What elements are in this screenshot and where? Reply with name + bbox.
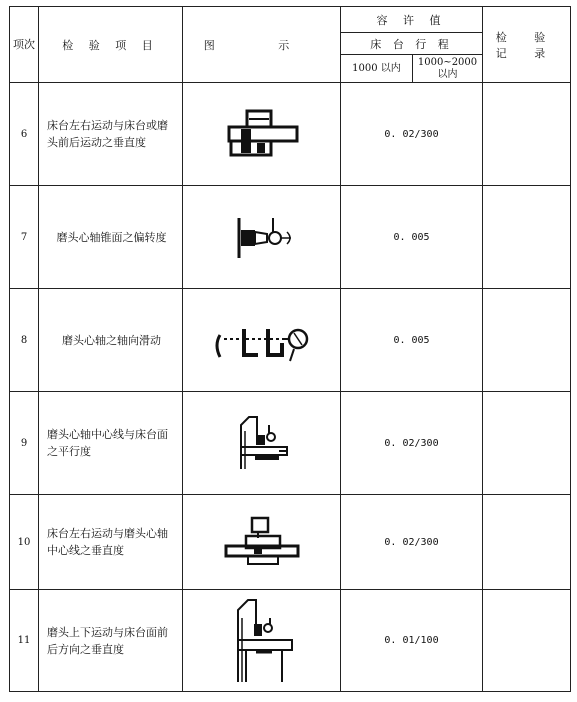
table-perpendicular-gauge-icon [220, 512, 304, 572]
header-range-a: 1000 以内 [341, 55, 413, 83]
row-tolerance: 0. 02/300 [341, 83, 483, 186]
row-record[interactable] [483, 495, 571, 590]
row-tolerance: 0. 005 [341, 289, 483, 392]
table-row [10, 392, 571, 495]
row-no: 6 [10, 83, 39, 186]
row-record[interactable] [483, 83, 571, 186]
row-tolerance: 0. 01/100 [341, 590, 483, 692]
row-diagram [183, 186, 341, 289]
row-record[interactable] [483, 289, 571, 392]
row-no: 7 [10, 186, 39, 289]
header-travel: 床 台 行 程 [341, 33, 483, 55]
row-item: 磨头上下运动与床台面前后方向之垂直度 [39, 590, 183, 692]
row-item: 磨头心轴中心线与床台面之平行度 [39, 392, 183, 495]
table-row [10, 289, 571, 392]
row-tolerance: 0. 02/300 [341, 495, 483, 590]
row-item: 床台左右运动与床台或磨头前后运动之垂直度 [39, 83, 183, 186]
inspection-table [9, 6, 571, 692]
row-no: 10 [10, 495, 39, 590]
header-no: 项次 [10, 7, 39, 83]
row-no: 8 [10, 289, 39, 392]
row-item: 磨头心轴锥面之偏转度 [39, 186, 183, 289]
table-row [10, 83, 571, 186]
row-record[interactable] [483, 186, 571, 289]
row-item: 磨头心轴之轴向滑动 [39, 289, 183, 392]
header-item: 检 验 项 目 [39, 7, 183, 83]
row-diagram [183, 83, 341, 186]
column-parallel-gauge-icon [231, 411, 293, 475]
table-row [10, 495, 571, 590]
row-no: 11 [10, 590, 39, 692]
row-diagram [183, 289, 341, 392]
spindle-axial-dial-icon [210, 315, 314, 365]
row-record[interactable] [483, 590, 571, 692]
row-item: 床台左右运动与磨头心轴中心线之垂直度 [39, 495, 183, 590]
row-tolerance: 0. 005 [341, 186, 483, 289]
table-row [10, 590, 571, 692]
header-diagram: 图 示 [183, 7, 341, 83]
vertical-travel-gauge-icon [226, 596, 298, 686]
row-tolerance: 0. 02/300 [341, 392, 483, 495]
square-block-gauge-icon [219, 105, 305, 163]
header-range-b: 1000~2000 以内 [413, 55, 483, 83]
header-tolerance: 容 许 值 [341, 7, 483, 33]
spindle-taper-dial-icon [227, 208, 297, 266]
header-record: 检 验 记 录 [483, 7, 571, 83]
row-diagram [183, 392, 341, 495]
table-row [10, 186, 571, 289]
row-record[interactable] [483, 392, 571, 495]
row-no: 9 [10, 392, 39, 495]
row-diagram [183, 495, 341, 590]
row-diagram [183, 590, 341, 692]
